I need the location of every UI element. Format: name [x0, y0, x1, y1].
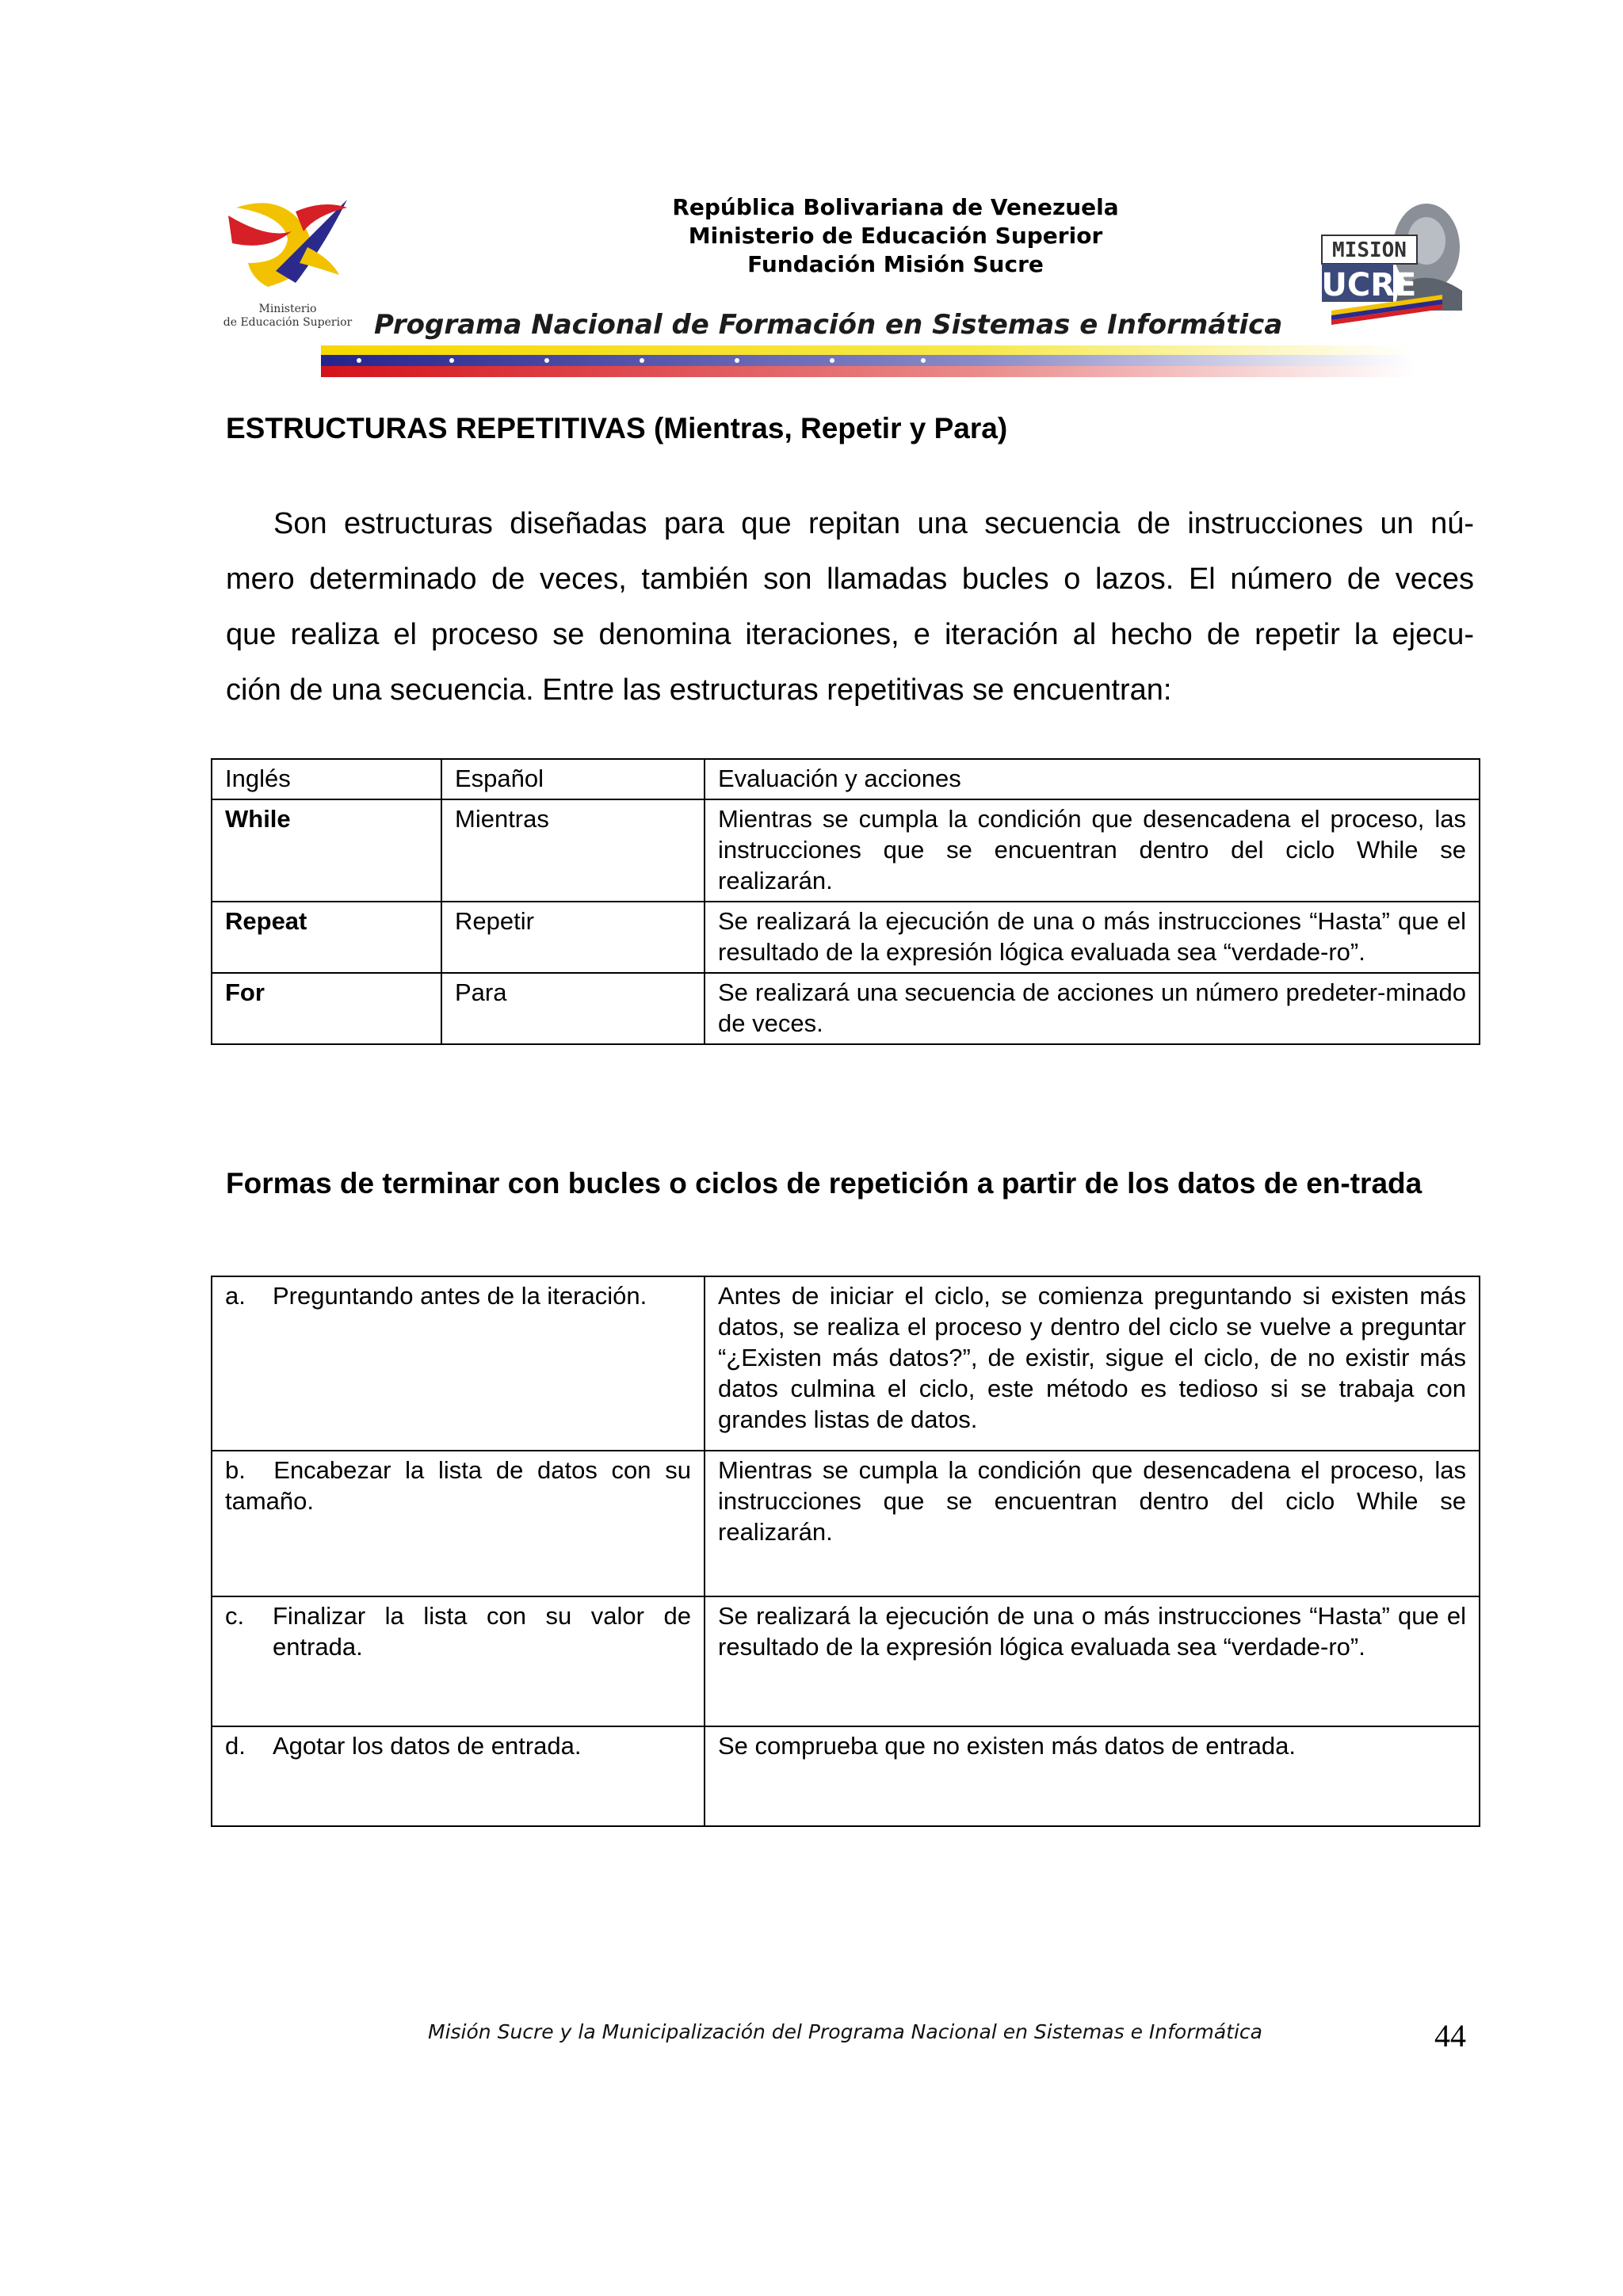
paragraph-line: que realiza el proceso se denomina iteraciones, e iteración al hecho de repetir la ejecu- [226, 618, 1474, 651]
cell-description: Antes de iniciar el ciclo, se comienza preguntando si existen más datos, se realiza el proceso y dentro del ciclo se vuelve a preguntar “¿Existen más datos?”, de existir, sigue el ciclo, de no existir más datos culmina el ciclo, este método es tedioso si se trabaja con grandes listas de datos. [705, 1276, 1480, 1451]
header-cell-evaluation: Evaluación y acciones [705, 759, 1480, 799]
item-label: b. [225, 1456, 246, 1484]
table-row [212, 1726, 1480, 1826]
gov-line-ministry: Ministerio de Educación Superior [688, 223, 1103, 249]
paragraph-line: mero determinado de veces, también son llamadas bucles o lazos. El número de veces [226, 563, 1474, 596]
logo-text-mision: MISION [1332, 238, 1407, 262]
header-cell-english: Inglés [212, 759, 441, 799]
item-text: Encabezar la lista de datos con su tamaño. [225, 1456, 691, 1515]
gov-line-foundation: Fundación Misión Sucre [747, 251, 1044, 277]
page-number: 44 [1434, 2018, 1466, 2054]
footer-text: Misión Sucre y la Municipalización del Programa Nacional en Sistemas e Informática [428, 2020, 1262, 2043]
flag-stripe-bar [321, 345, 1415, 377]
logo-text-sucre: SUCRE [1298, 267, 1417, 303]
cell-spanish: Para [441, 973, 705, 1044]
table-row [212, 1451, 1480, 1596]
header-cell-spanish: Español [441, 759, 705, 799]
cell-english: Repeat [212, 902, 441, 973]
item-label: c. [225, 1602, 245, 1630]
cell-method [212, 1276, 705, 1451]
cell-description: Se realizará una secuencia de acciones un número predeter-minado de veces. [705, 973, 1480, 1044]
item-label: a. [225, 1282, 246, 1310]
cell-method [212, 1596, 705, 1726]
cell-english: For [212, 973, 441, 1044]
cell-method [212, 1726, 705, 1826]
cell-description: Se realizará la ejecución de una o más instrucciones “Hasta” que el resultado de la expresión lógica evaluada sea “verdade-ro”. [705, 902, 1480, 973]
table-row [212, 973, 1480, 1044]
cell-english: While [212, 799, 441, 902]
logo-caption-line: de Educación Superior [223, 316, 353, 329]
program-title: Programa Nacional de Formación en Sistemas e Informática [374, 309, 1283, 341]
mision-sucre-logo-graphic [1298, 192, 1474, 326]
gov-line-republic: República Bolivariana de Venezuela [672, 194, 1119, 220]
ministry-logo-graphic [220, 184, 355, 303]
cell-description: Se realizará la ejecución de una o más instrucciones “Hasta” que el resultado de la expresión lógica evaluada sea “verdade-ro”. [705, 1596, 1480, 1726]
cell-description: Se comprueba que no existen más datos de entrada. [705, 1726, 1480, 1826]
cell-spanish: Mientras [441, 799, 705, 902]
logo-caption-line: Ministerio [258, 303, 317, 315]
loop-termination-table [211, 1276, 1480, 1827]
government-header [555, 193, 1236, 279]
item-text: Finalizar la lista con su valor de entrada. [273, 1602, 691, 1661]
section-subtitle: Formas de terminar con bucles o ciclos de repetición a partir de los datos de en-trada [226, 1167, 1423, 1199]
table-row [212, 1596, 1480, 1726]
table-row [212, 902, 1480, 973]
intro-paragraph [226, 496, 1474, 718]
item-text: Preguntando antes de la iteración. [273, 1282, 647, 1310]
cell-method [212, 1451, 705, 1596]
table-row [212, 1276, 1480, 1451]
item-label: d. [225, 1732, 246, 1760]
paragraph-line: Son estructuras diseñadas para que repitan una secuencia de instrucciones un nú- [273, 507, 1474, 540]
mision-sucre-logo [1298, 192, 1474, 326]
table-header-row [212, 759, 1480, 799]
ministry-logo [220, 184, 355, 342]
cell-description: Mientras se cumpla la condición que desencadena el proceso, las instrucciones que se encuentran dentro del ciclo While se realizarán. [705, 1451, 1480, 1596]
repetitive-structures-table [211, 758, 1480, 1045]
cell-description: Mientras se cumpla la condición que desencadena el proceso, las instrucciones que se encuentran dentro del ciclo While se realizarán. [705, 799, 1480, 902]
cell-spanish: Repetir [441, 902, 705, 973]
item-text: Agotar los datos de entrada. [273, 1732, 582, 1760]
section-title: ESTRUCTURAS REPETITIVAS (Mientras, Repetir y Para) [226, 412, 1008, 444]
paragraph-line: ción de una secuencia. Entre las estructuras repetitivas se encuentran: [226, 673, 1172, 707]
table-row [212, 799, 1480, 902]
